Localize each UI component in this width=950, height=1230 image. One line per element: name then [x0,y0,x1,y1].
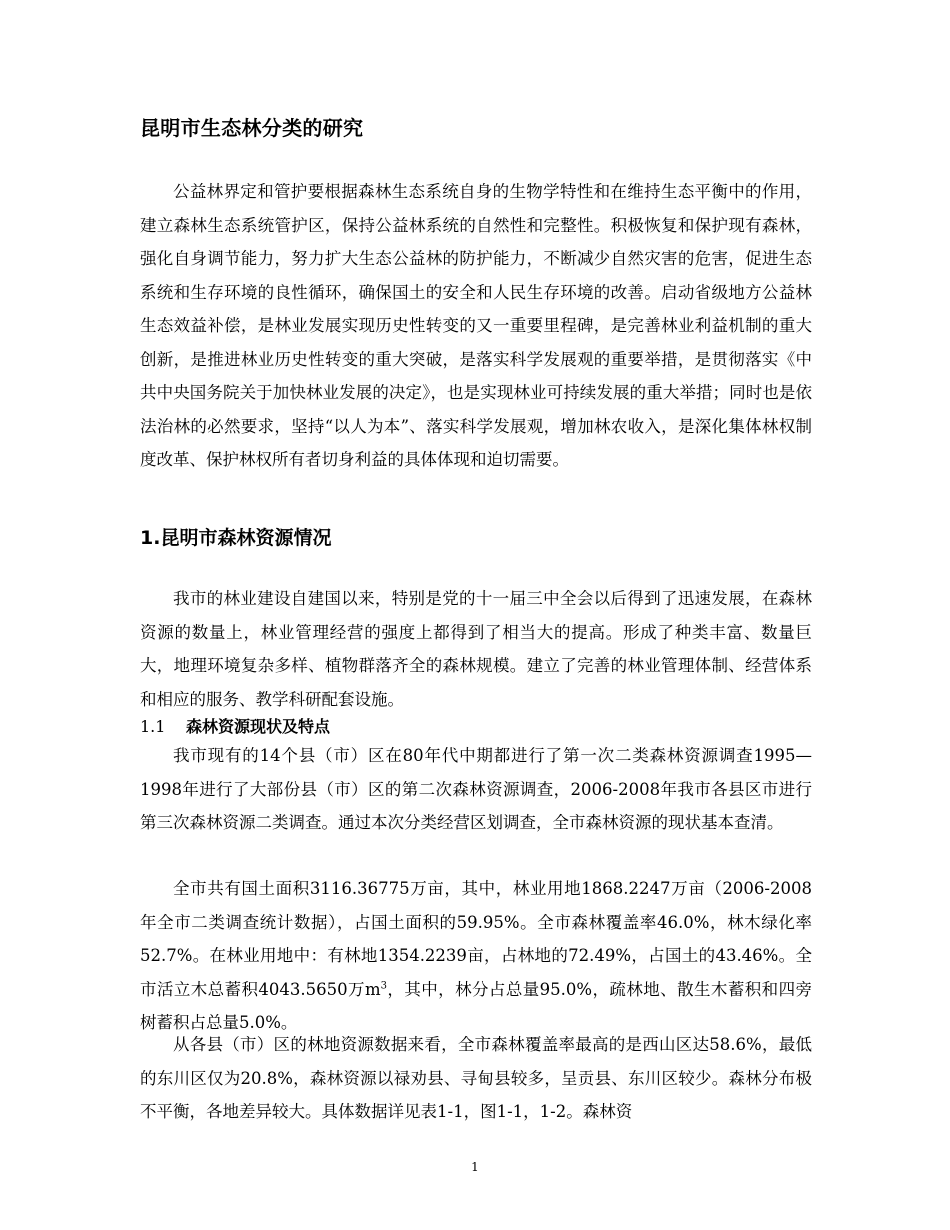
survey-paragraph: 我市现有的14个县（市）区在80年代中期都进行了第一次二类森林资源调查1995—1998年进行了大部份县（市）区的第二次森林资源调查，2006-2008年我市各县区市进行第三次森林资源二类调查。通过本次分类经营区划调查，全市森林资源的现状基本查清。 [140,746,812,832]
section-1-paragraph: 我市的林业建设自建国以来，特别是党的十一届三中全会以后得到了迅速发展，在森林资源的数量上，林业管理经营的强度上都得到了相当大的提高。形成了种类丰富、数量巨大，地理环境复杂多样、植物群落齐全的森林规模。建立了完善的林业管理体制、经营体系和相应的服务、教学科研配套设施。 [140,589,812,709]
page-number: 1 [471,1160,479,1174]
intro-paragraph: 公益林界定和管护要根据森林生态系统自身的生物学特性和在维持生态平衡中的作用，建立森林生态系统管护区，保持公益林系统的自然性和完整性。积极恢复和保护现有森林，强化自身调节能力，努力扩大生态公益林的防护能力，不断减少自然灾害的危害，促进生态系统和生存环境的良性循环，确保国土的安全和人民生存环境的改善。启动省级地方公益林生态效益补偿，是林业发展实现历史性转变的又一重要里程碑，是完善林业利益机制的重大创新，是推进林业历史性转变的重大突破，是落实科学发展观的重要举措，是贯彻落实《中共中央国务院关于加快林业发展的决定》，也是实现林业可持续发展的重大举措；同时也是依法治林的必然要求，坚持“以人为本”、落实科学发展观，增加林农收入，是深化集体林权制度改革、保护林权所有者切身利益的具体体现和迫切需要。 [140,182,812,469]
section-1-heading: 1.昆明市森林资源情况 [140,527,332,549]
statistics-text-pre: 全市共有国土面积3116.36775万亩，其中，林业用地1868.2247万亩（2006-2008年全市二类调查统计数据），占国土面积的59.95%。全市森林覆盖率46.0%，林木绿化率52.7%。在林业用地中：有林地1354.2239亩，占林地的72.49%，占国土的43.46%。全市活立木总蓄积4043.5650万m [140,879,812,999]
section-1-1-heading [140,713,330,741]
statistics-paragraph [140,872,812,1040]
section-1-1-title: 森林资源现状及特点 [186,717,331,736]
cubic-superscript: 3 [380,980,387,991]
distribution-paragraph: 从各县（市）区的林地资源数据来看，全市森林覆盖率最高的是西山区达58.6%，最低的东川区仅为20.8%，森林资源以禄劝县、寻甸县较多，呈贡县、东川区较少。森林分布极不平衡，各地差异较大。具体数据详见表1-1，图1-1，1-2。森林资 [140,1035,812,1121]
statistics-text-post: ，其中，林分占总量95.0%，疏林地、散生木蓄积和四旁树蓄积占总量5.0%。 [140,979,812,1032]
document-title: 昆明市生态林分类的研究 [140,116,364,140]
section-1-1-number: 1.1 [140,717,166,736]
